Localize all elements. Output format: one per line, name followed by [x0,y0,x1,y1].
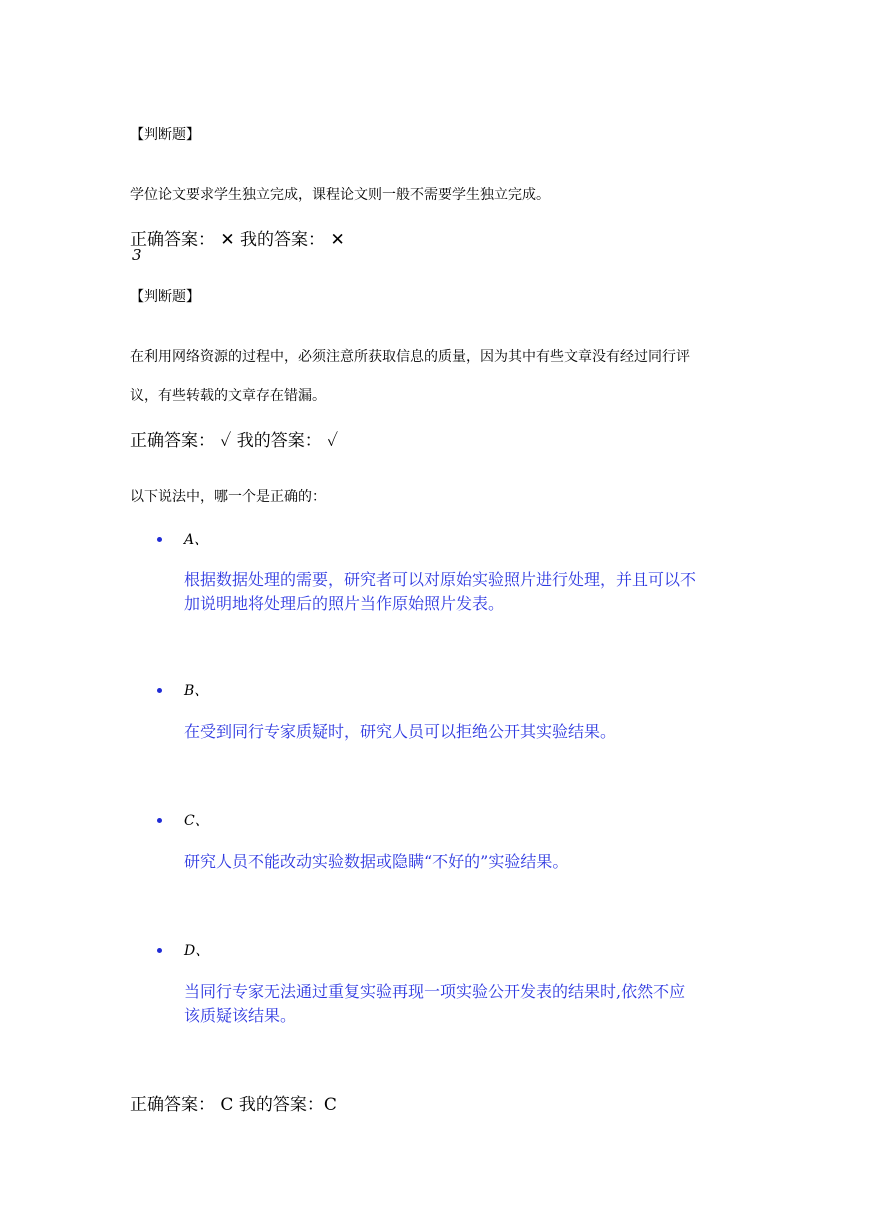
question-1-answer-line: 正确答案： ✕ 我的答案： ✕ [130,230,345,250]
option-c-bullet [157,818,162,823]
option-a-bullet [157,537,162,542]
question-1-stem: 学位论文要求学生独立完成，课程论文则一般不需要学生独立完成。 [130,187,550,203]
question-2-stem-line-1: 在利用网络资源的过程中，必须注意所获取信息的质量，因为其中有些文章没有经过同行评 [130,349,690,365]
option-a-text-line-2: 加说明地将处理后的照片当作原始照片发表。 [184,594,505,613]
question-2-answer-line: 正确答案： ✓ 我的答案： ✓ [130,431,339,451]
option-b-text-line-1: 在受到同行专家质疑时，研究人员可以拒绝公开其实验结果。 [184,722,617,741]
option-d-letter: D、 [184,943,210,959]
option-d-text-line-2: 该质疑该结果。 [184,1006,297,1025]
option-c-letter: C、 [184,813,209,829]
option-b-letter: B、 [184,683,209,699]
option-a-text-line-1: 根据数据处理的需要，研究者可以对原始实验照片进行处理，并且可以不 [184,570,697,589]
question-3-stem: 以下说法中，哪一个是正确的： [130,489,326,505]
option-c-text[interactable] [184,850,744,874]
question-2-number: 3 [132,246,142,264]
option-b-bullet [157,688,162,693]
option-a-letter: A、 [184,532,209,548]
option-a-text[interactable] [184,568,744,616]
question-1-type-tag: 【判断题】 [130,127,200,143]
option-d-bullet [157,948,162,953]
option-b-text[interactable] [184,720,744,744]
option-d-text[interactable] [184,980,744,1028]
option-c-text-line-1: 研究人员不能改动实验数据或隐瞒“不好的”实验结果。 [184,852,569,871]
question-2-type-tag: 【判断题】 [130,289,200,305]
option-d-text-line-1: 当同行专家无法通过重复实验再现一项实验公开发表的结果时,依然不应 [184,982,686,1001]
question-3-answer-line: 正确答案： C 我的答案：C [130,1095,337,1115]
question-2-stem-line-2: 议，有些转载的文章存在错漏。 [130,388,326,404]
